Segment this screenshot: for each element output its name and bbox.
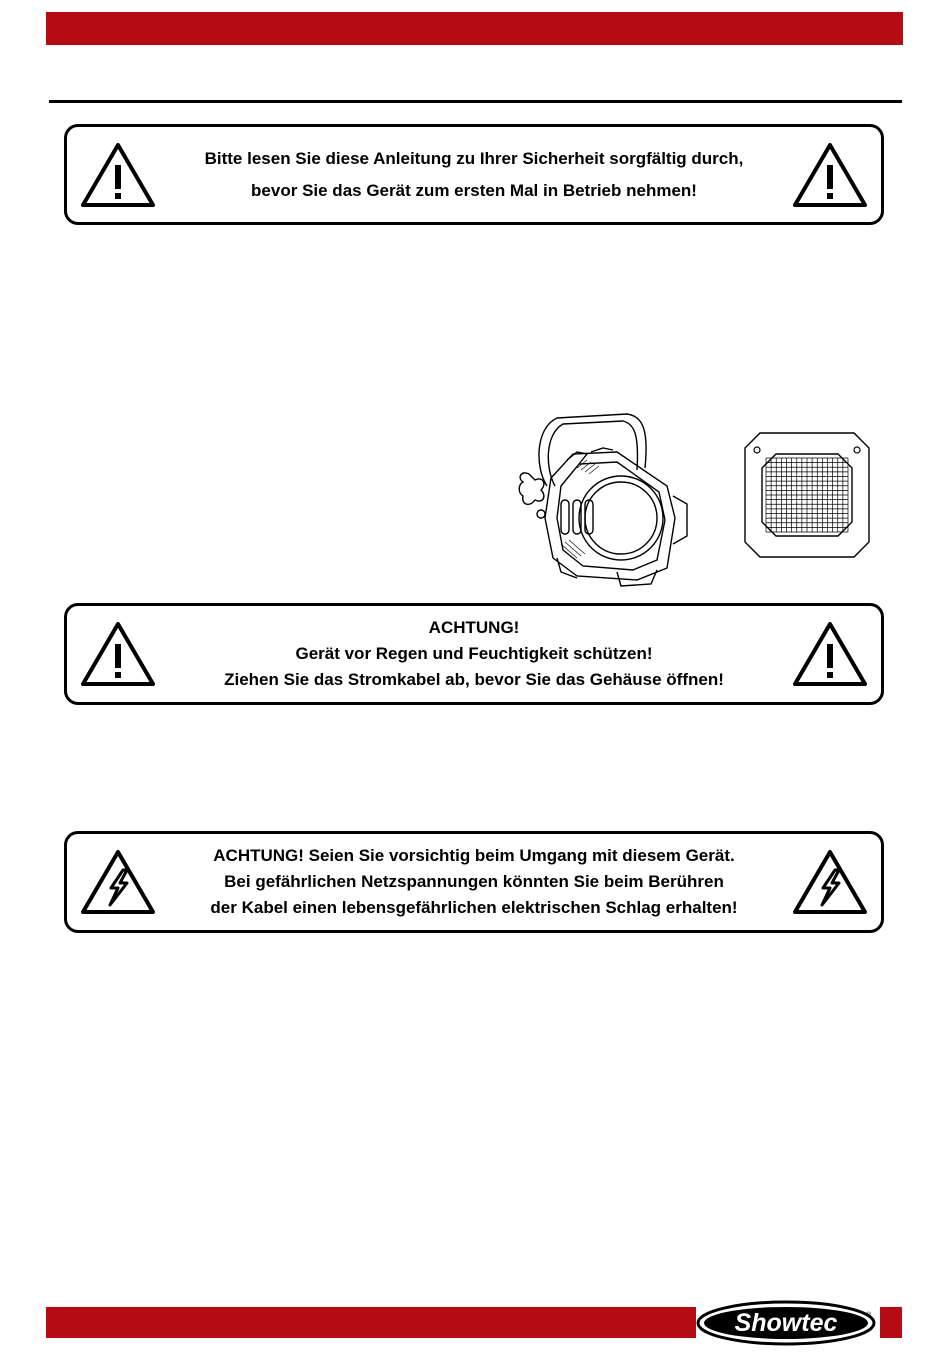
warning-text: [167, 606, 781, 702]
warning-line: Bei gefährlichen Netzspannungen könnten Sie beim Berühren: [224, 872, 724, 891]
par-spotlight-illustration: [517, 408, 693, 588]
svg-text:Showtec: Showtec: [734, 1309, 838, 1337]
warning-line: ACHTUNG!: [428, 618, 520, 637]
exclamation-warning-icon: [80, 141, 156, 209]
electric-shock-warning-icon: [792, 848, 868, 916]
exclamation-warning-icon: [792, 141, 868, 209]
header-rule: [49, 100, 902, 103]
moisture-warning-box: [64, 603, 884, 705]
footer-bar: [46, 1307, 696, 1338]
electric-shock-warning-box: [64, 831, 884, 933]
safety-warning-box: [64, 124, 884, 225]
warning-line: Gerät vor Regen und Feuchtigkeit schützen!: [295, 644, 653, 663]
svg-text:®: ®: [866, 1312, 872, 1319]
warning-line: Ziehen Sie das Stromkabel ab, bevor Sie das Gehäuse öffnen!: [224, 670, 724, 689]
showtec-logo: [696, 1299, 878, 1347]
warning-line: Bitte lesen Sie diese Anleitung zu Ihrer Sicherheit sorgfältig durch,: [204, 148, 744, 168]
warning-line: ACHTUNG! Seien Sie vorsichtig beim Umgang mit diesem Gerät.: [213, 846, 735, 865]
electric-shock-warning-icon: [80, 848, 156, 916]
exclamation-warning-icon: [792, 620, 868, 688]
footer-bar-end: [880, 1307, 902, 1338]
exclamation-warning-icon: [80, 620, 156, 688]
filter-frame-illustration: [744, 432, 870, 558]
warning-text: [167, 834, 781, 930]
warning-line: der Kabel einen lebensgefährlichen elektrischen Schlag erhalten!: [210, 898, 738, 917]
warning-line: bevor Sie das Gerät zum ersten Mal in Betrieb nehmen!: [251, 180, 697, 200]
header-bar: [46, 12, 903, 45]
warning-text: [167, 127, 781, 222]
